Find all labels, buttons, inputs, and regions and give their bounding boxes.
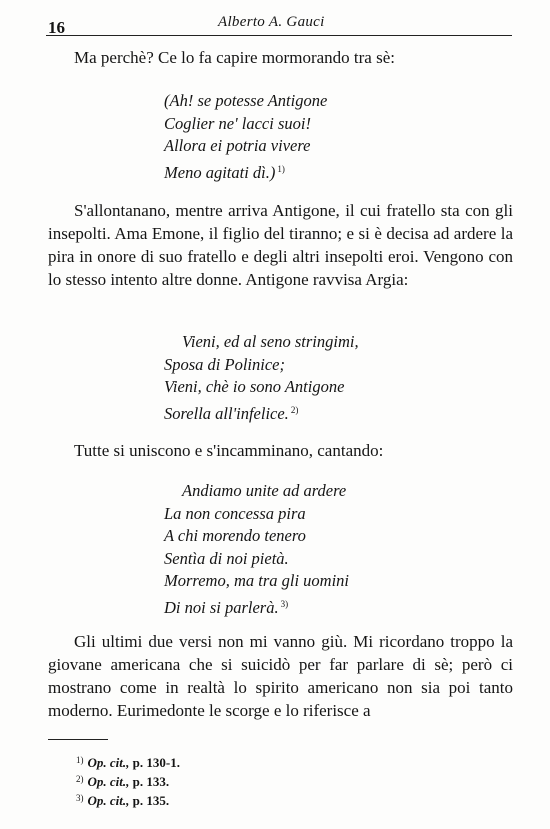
footnote-citation: Op. cit., bbox=[87, 755, 130, 770]
verse-line bbox=[164, 593, 349, 620]
footnote-mark: 1) bbox=[76, 755, 84, 765]
verse-line: Coglier ne' lacci suoi! bbox=[164, 113, 311, 133]
footnote-item bbox=[76, 790, 180, 809]
verse-block-3 bbox=[164, 480, 349, 619]
footnote-page: p. 135. bbox=[132, 793, 170, 808]
verse-line: Allora ei potria vivere bbox=[164, 136, 311, 155]
verse-line bbox=[164, 158, 327, 185]
footnote-page: p. 130-1. bbox=[132, 755, 180, 770]
verse-block-1 bbox=[164, 90, 327, 184]
page-number: 16 bbox=[48, 18, 65, 37]
verse-line-text: Di noi si parlerà. bbox=[164, 597, 279, 617]
footnotes bbox=[76, 752, 180, 809]
footnote-item bbox=[76, 752, 180, 771]
footnote-ref: 3) bbox=[280, 598, 289, 609]
footnote-citation: Op. cit., bbox=[87, 774, 130, 789]
verse-line: (Ah! se potesse Antigone bbox=[164, 91, 328, 110]
footnote-item bbox=[76, 771, 180, 790]
verse-block-2 bbox=[164, 331, 359, 425]
verse-line-text: Sorella all'infelice. bbox=[164, 403, 289, 423]
footnote-page: p. 133. bbox=[132, 774, 170, 789]
footnote-mark: 2) bbox=[76, 774, 84, 784]
footnote-rule bbox=[48, 739, 108, 740]
verse-line bbox=[164, 399, 359, 426]
verse-line: Sentìa di noi pietà. bbox=[164, 548, 289, 568]
verse-line: Morremo, ma tra gli uomini bbox=[164, 571, 350, 590]
paragraph-2: S'allontanano, mentre arriva Antigone, il cui fratello sta con gli insepolti. Ama Emone, il figlio del tiranno; e si è decisa ad ardere la pira in onore di suo fratello e degli altri insepolti eroi. Vengono con lo stesso intento altre donne. Antigone ravvisa Argia: bbox=[48, 201, 513, 289]
paragraph-3: Tutte si uniscono e s'incamminano, cantando: bbox=[74, 441, 384, 460]
footnote-ref: 1) bbox=[277, 163, 285, 174]
verse-line: Vieni, chè io sono Antigone bbox=[164, 377, 345, 396]
running-head: Alberto A. Gauci bbox=[218, 14, 325, 30]
verse-line: Vieni, ed al seno stringimi, bbox=[182, 332, 359, 351]
header-rule bbox=[46, 35, 512, 36]
paragraph-1: Ma perchè? Ce lo fa capire mormorando tra sè: bbox=[74, 48, 395, 67]
verse-line: Sposa di Polinice; bbox=[164, 354, 285, 374]
verse-line: A chi morendo tenero bbox=[164, 526, 306, 545]
verse-line: La non concessa pira bbox=[164, 503, 306, 523]
paragraph-4: Gli ultimi due versi non mi vanno giù. Mi ricordano troppo la giovane americana che si suicidò per far parlare di sè; però ci mostrano come in realtà lo spirito americano non sia poi tanto moderno. Eurimedonte le scorge e lo riferisce a bbox=[48, 632, 513, 720]
footnote-ref: 2) bbox=[290, 404, 299, 415]
verse-line-text: Meno agitati dì.) bbox=[164, 162, 276, 182]
footnote-mark: 3) bbox=[76, 793, 84, 803]
verse-line: Andiamo unite ad ardere bbox=[182, 481, 347, 500]
footnote-citation: Op. cit., bbox=[87, 793, 130, 808]
